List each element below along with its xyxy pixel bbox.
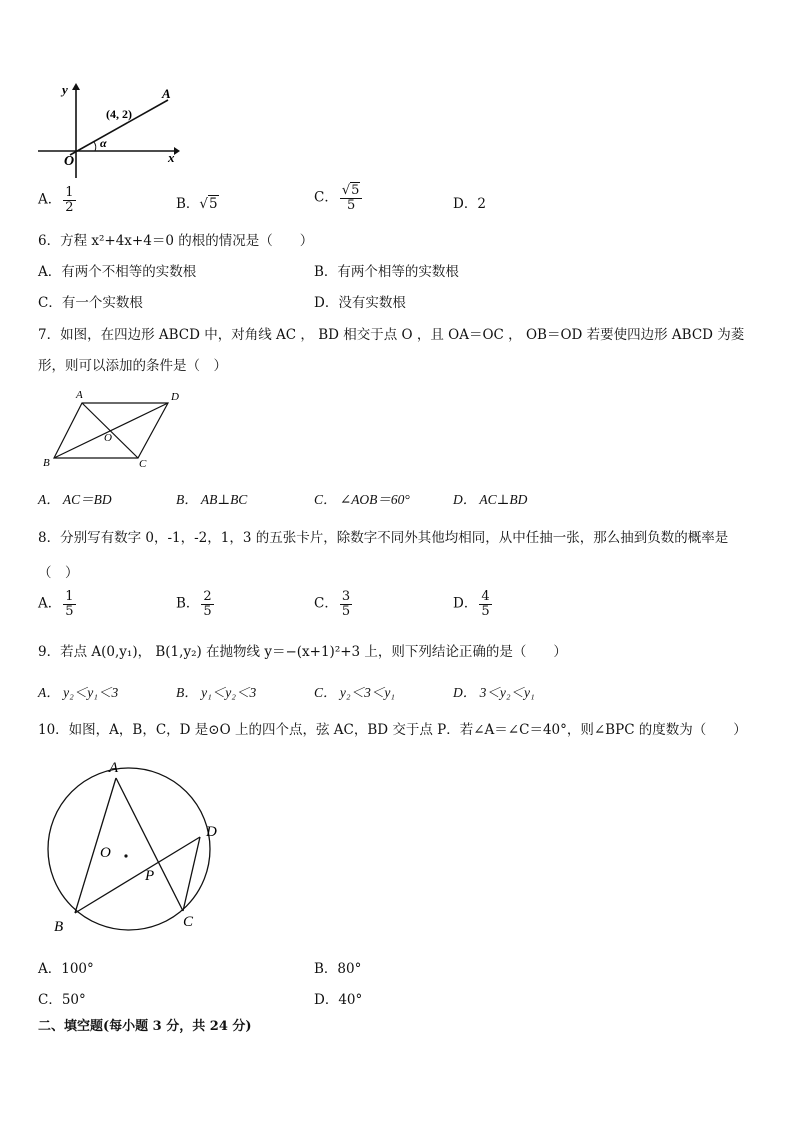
q8-stem-line2: （ ）: [38, 565, 79, 581]
figure-circle: [40, 755, 240, 940]
q6-option-d: D．没有实数根: [314, 295, 406, 311]
q5-option-c: C． $\frac{√5}{5}$: [314, 184, 362, 212]
q7-option-b: B． AB⊥BC: [176, 492, 248, 507]
point-coord-label: (4, 2): [106, 107, 132, 121]
q7-option-c: C． ∠AOB＝60°: [314, 492, 410, 507]
q6-stem: 6．方程 x²+4x+4＝0 的根的情况是（ ）: [38, 233, 314, 249]
q10-stem: 10．如图，A，B，C，D 是⊙O 上的四个点，弦 AC，BD 交于点 P．若∠A＝∠C＝40°，则∠BPC 的度数为（ ）: [38, 722, 747, 738]
vertex-b-label: B: [43, 457, 50, 469]
q7-stem-line2: 形，则可以添加的条件是（ ）: [38, 358, 227, 374]
q10-option-c: C．50°: [38, 992, 86, 1008]
vertex-c-label: C: [139, 458, 147, 470]
section-heading: 二、填空题(每小题 3 分，共 24 分): [38, 1019, 252, 1034]
q9-option-b: B． y₁＜y₂＜3: [176, 685, 257, 700]
circle-o-label: O: [100, 845, 111, 861]
q7-option-d: D． AC⊥BD: [453, 492, 528, 507]
axis-y-label: y: [62, 82, 68, 97]
center-o-label: O: [104, 432, 112, 444]
q5-option-d: D．2: [453, 196, 486, 212]
q6-option-b: B．有两个相等的实数根: [314, 264, 459, 280]
origin-label: O: [64, 154, 75, 169]
q10-option-d: D．40°: [314, 992, 363, 1008]
q9-option-d: D． 3＜y₂＜y₁: [453, 685, 535, 700]
point-a-label: A: [162, 86, 171, 101]
q10-option-a: A．100°: [38, 961, 94, 977]
q8-option-a: A． $\frac{1}{5}$: [38, 589, 74, 619]
figure-coordinate-axes: [34, 80, 184, 180]
circle-c-label: C: [183, 914, 194, 930]
q8-option-c: C． $\frac{3}{5}$: [314, 589, 351, 619]
vertex-d-label: D: [171, 391, 179, 403]
q5-option-b: B．√5: [176, 196, 218, 212]
q8-option-d: D． $\frac{4}{5}$: [453, 589, 490, 619]
circle-d-label: D: [206, 824, 217, 840]
q5-option-a: A． $\frac{1}{2}$: [38, 185, 74, 215]
q9-option-c: C． y₂＜3＜y₁: [314, 685, 395, 700]
q7-stem-line1: 7．如图，在四边形 ABCD 中，对角线 AC ， BD 相交于点 O ，且 OA＝OC ， OB＝OD 若要使四边形 ABCD 为菱: [38, 327, 745, 343]
axis-x-label: x: [168, 150, 175, 165]
vertex-a-label: A: [76, 389, 83, 401]
circle-a-label: A: [109, 760, 119, 776]
q6-option-a: A．有两个不相等的实数根: [38, 264, 197, 280]
q9-option-a: A． y₂＜y₁＜3: [38, 685, 119, 700]
circle-b-label: B: [54, 919, 64, 935]
angle-alpha-label: α: [100, 136, 107, 150]
figure-parallelogram: [40, 386, 190, 470]
q10-option-b: B．80°: [314, 961, 362, 977]
q7-option-a: A． AC＝BD: [38, 492, 112, 507]
q6-option-c: C．有一个实数根: [38, 295, 143, 311]
q8-stem-line1: 8．分别写有数字 0，-1，-2，1，3 的五张卡片，除数字不同外其他均相同，从中任抽一张，那么抽到负数的概率是: [38, 530, 729, 546]
q8-option-b: B． $\frac{2}{5}$: [176, 589, 212, 619]
circle-p-label: P: [145, 868, 155, 884]
q9-stem: 9．若点 A(0,y₁)， B(1,y₂) 在抛物线 y＝−(x+1)²+3 上，则下列结论正确的是（ ）: [38, 644, 567, 660]
